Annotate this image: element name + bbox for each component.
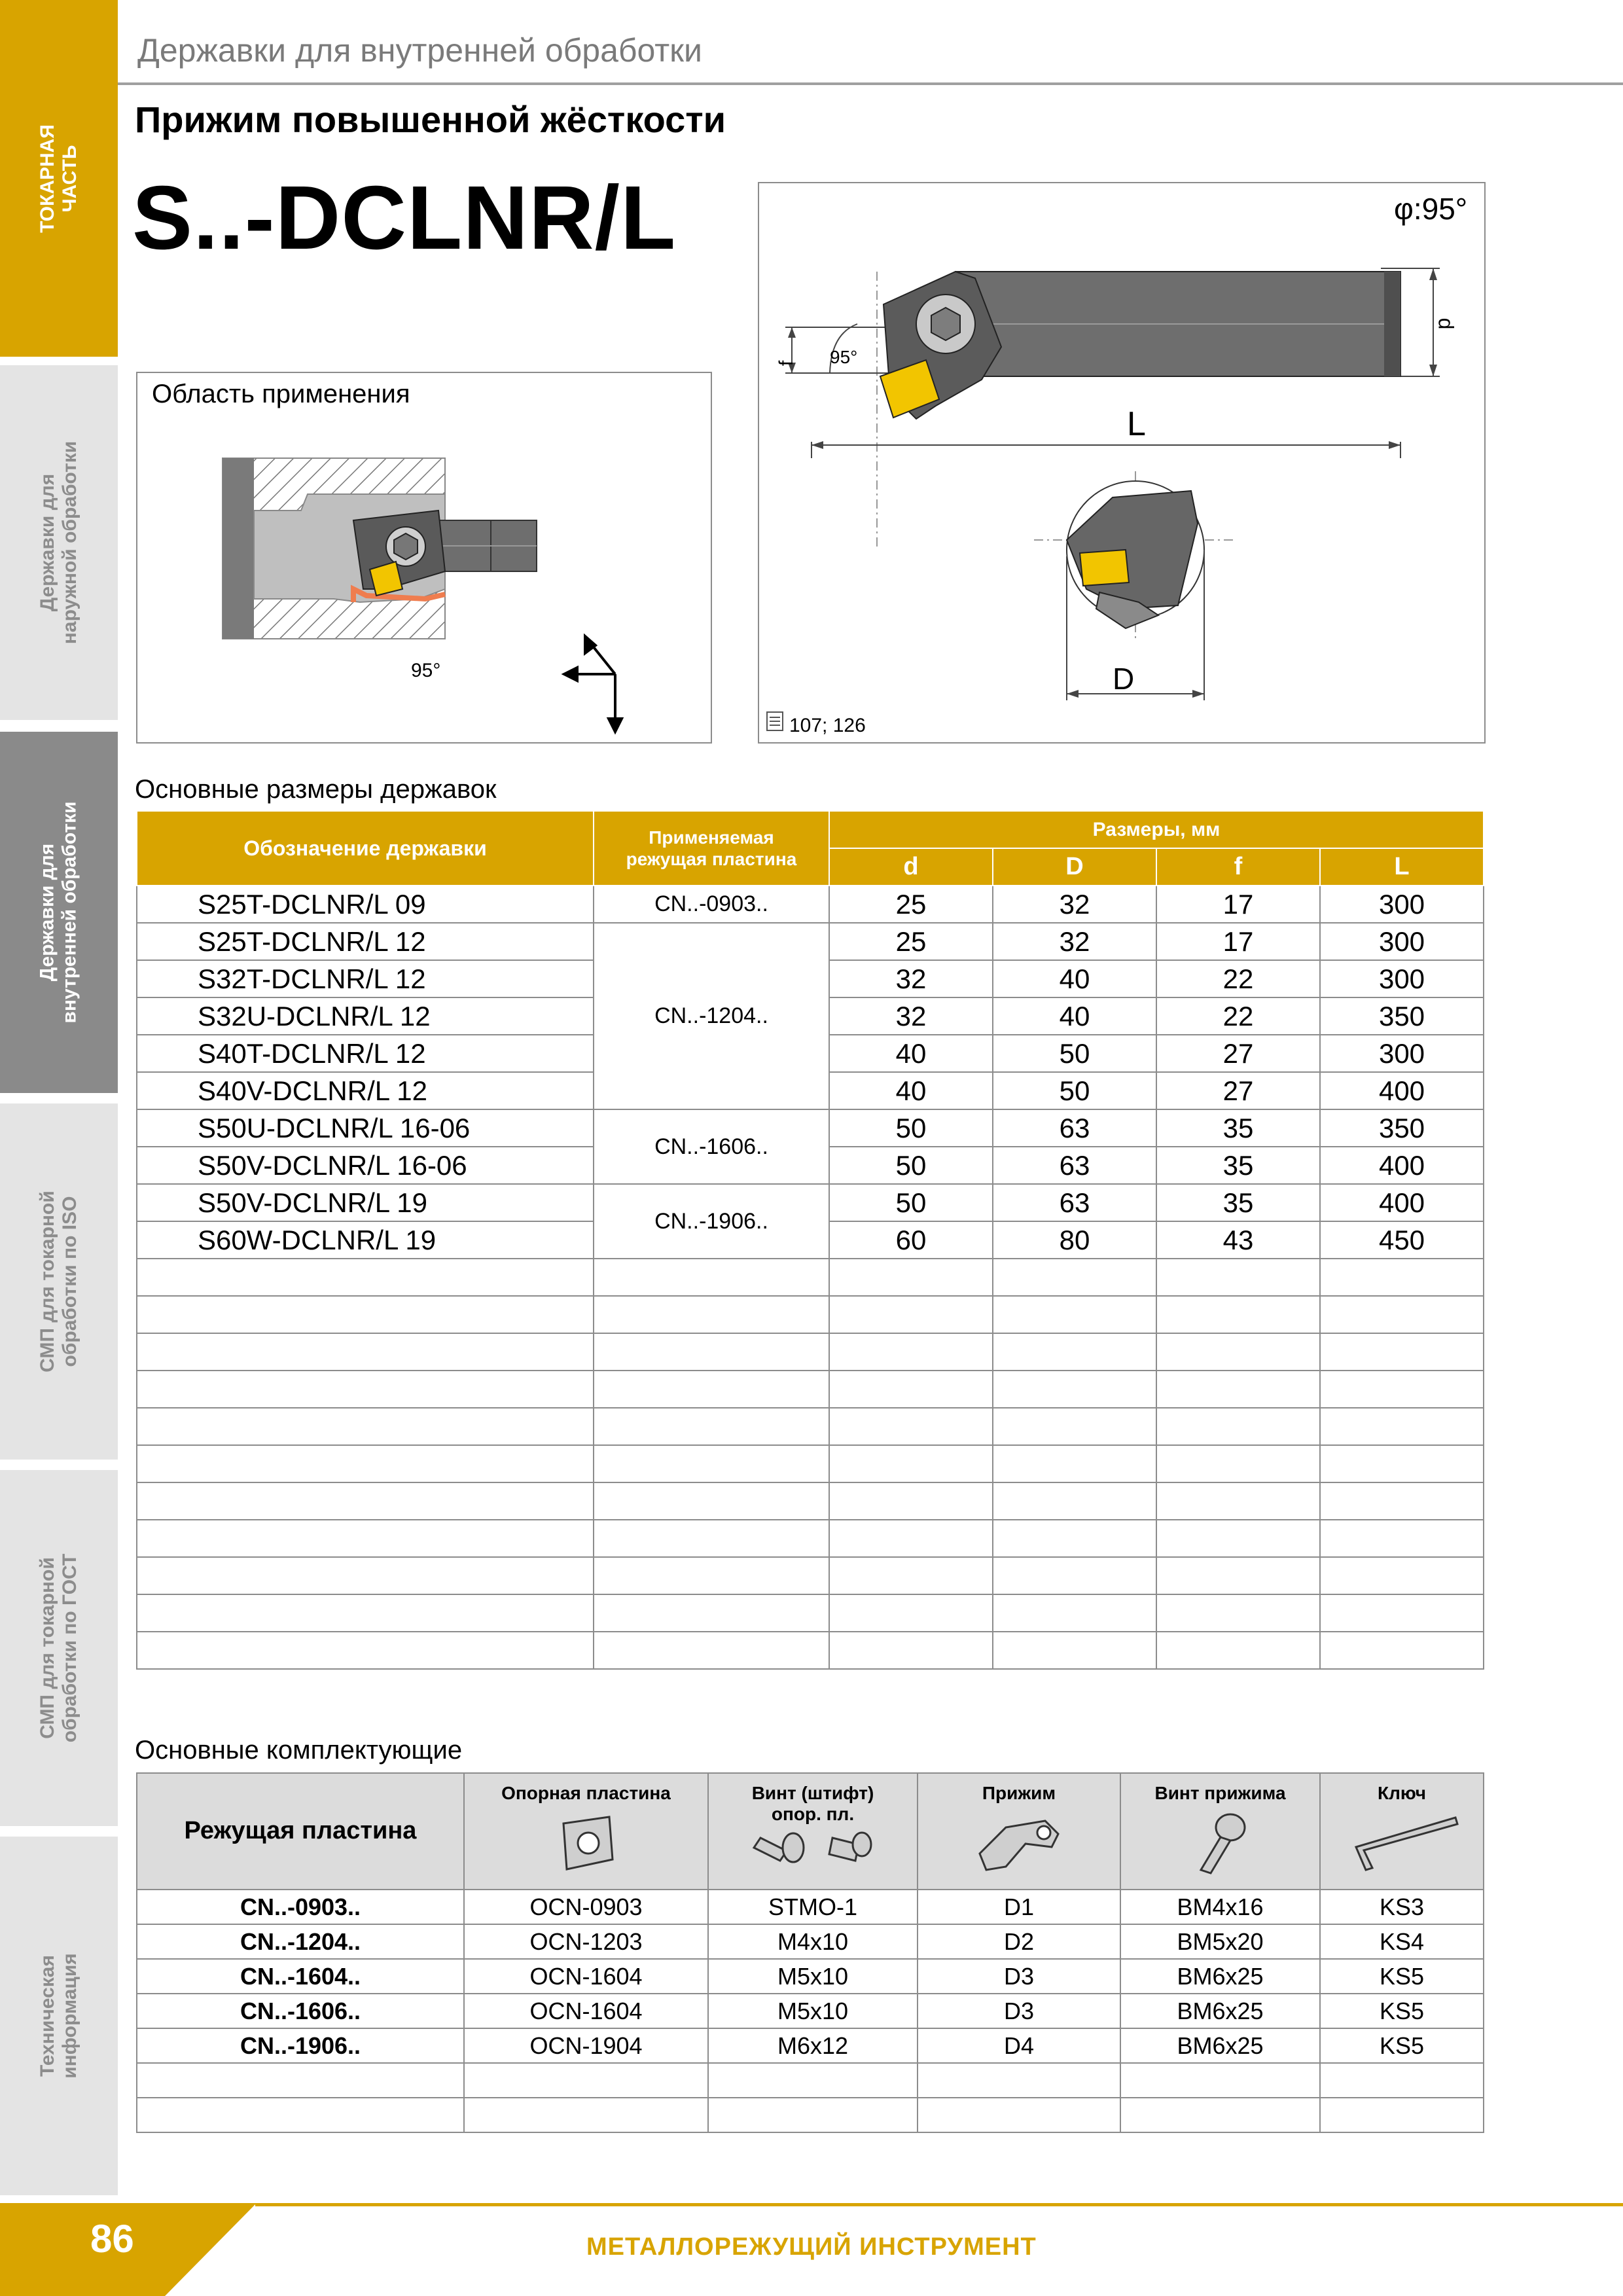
part-screw: STMO-1 (708, 1890, 918, 1924)
header-clamp-screw: Винт прижима (1120, 1773, 1320, 1890)
table-row (137, 1184, 1484, 1221)
header-key: Ключ (1320, 1773, 1484, 1890)
value-D: 80 (993, 1221, 1156, 1259)
value-D: 63 (993, 1147, 1156, 1184)
value-d: 50 (829, 1184, 993, 1221)
part-clamp: D3 (918, 1994, 1120, 2028)
angle-label: 95° (830, 347, 858, 367)
dim-D-label: D (1113, 662, 1135, 696)
table-row (137, 1994, 1484, 2028)
part-shim: OCN-1604 (464, 1994, 708, 2028)
dim-L-label: L (1127, 405, 1146, 443)
value-L: 400 (1320, 1147, 1484, 1184)
table-row (137, 1924, 1484, 1959)
value-L: 350 (1320, 997, 1484, 1035)
empty-row (137, 1408, 1484, 1445)
value-d: 50 (829, 1109, 993, 1147)
part-shim: OCN-1904 (464, 2028, 708, 2063)
page-title: S..-DCLNR/L (132, 168, 677, 268)
part-clamp: D4 (918, 2028, 1120, 2063)
value-d: 50 (829, 1147, 993, 1184)
empty-row (137, 1259, 1484, 1296)
clamp-screw-icon (1181, 1808, 1260, 1880)
header-shim-screw: Винт (штифт) опор. пл. (708, 1773, 918, 1890)
value-d: 25 (829, 923, 993, 960)
footer-divider (255, 2203, 1623, 2206)
value-L: 300 (1320, 960, 1484, 997)
value-D: 63 (993, 1109, 1156, 1147)
application-angle: 95° (411, 660, 441, 681)
part-insert: CN..-1606.. (137, 1994, 464, 2028)
holder-name: S40T-DCLNR/L 12 (137, 1035, 594, 1072)
part-screw: M5x10 (708, 1994, 918, 2028)
header-f: f (1156, 848, 1320, 886)
value-f: 27 (1156, 1072, 1320, 1109)
header-dimensions: Размеры, мм (829, 811, 1484, 848)
header-insert: Режущая пластина (137, 1773, 464, 1890)
part-screw: M4x10 (708, 1924, 918, 1959)
empty-row (137, 1482, 1484, 1520)
table-row (137, 1109, 1484, 1147)
header-divider (118, 82, 1623, 85)
footer-brand: МЕТАЛЛОРЕЖУЩИЙ ИНСТРУМЕНТ (586, 2233, 1037, 2261)
screw-icon (741, 1825, 885, 1877)
empty-row (137, 1594, 1484, 1632)
tool-drawing-box (758, 182, 1486, 744)
value-L: 400 (1320, 1072, 1484, 1109)
value-L: 300 (1320, 923, 1484, 960)
holder-name: S32U-DCLNR/L 12 (137, 997, 594, 1035)
table-row (137, 1890, 1484, 1924)
part-clamp-screw: BM6x25 (1120, 1959, 1320, 1994)
part-clamp-screw: BM4x16 (1120, 1890, 1320, 1924)
insert-group: CN..-0903.. (594, 886, 829, 923)
part-shim: OCN-1203 (464, 1924, 708, 1959)
empty-row (137, 1296, 1484, 1333)
part-clamp-screw: BM5x20 (1120, 1924, 1320, 1959)
empty-row (137, 1632, 1484, 1669)
value-f: 35 (1156, 1184, 1320, 1221)
part-insert: CN..-1204.. (137, 1924, 464, 1959)
clamp-icon (967, 1808, 1071, 1880)
value-L: 350 (1320, 1109, 1484, 1147)
part-clamp-screw: BM6x25 (1120, 1994, 1320, 2028)
parts-table (136, 1772, 1484, 2133)
application-area-box (136, 372, 712, 744)
empty-row (137, 1557, 1484, 1594)
part-insert: CN..-1604.. (137, 1959, 464, 1994)
part-key: KS5 (1320, 1959, 1484, 1994)
application-illustration (137, 373, 711, 742)
holder-name: S25T-DCLNR/L 12 (137, 923, 594, 960)
page-number: 86 (90, 2217, 134, 2261)
dim-d-label: d (1434, 317, 1458, 330)
part-shim: OCN-0903 (464, 1890, 708, 1924)
holder-name: S32T-DCLNR/L 12 (137, 960, 594, 997)
holder-name: S50V-DCLNR/L 19 (137, 1184, 594, 1221)
table-row (137, 2028, 1484, 2063)
value-d: 32 (829, 997, 993, 1035)
part-shim: OCN-1604 (464, 1959, 708, 1994)
value-f: 27 (1156, 1035, 1320, 1072)
holder-name: S40V-DCLNR/L 12 (137, 1072, 594, 1109)
dimensions-table (136, 810, 1484, 1670)
sidebar-tab-internal-holders[interactable]: Державки для внутренней обработки (0, 732, 118, 1093)
sidebar-tab-external-holders[interactable]: Державки для наружной обработки (0, 365, 118, 720)
value-L: 300 (1320, 1035, 1484, 1072)
value-d: 32 (829, 960, 993, 997)
value-f: 35 (1156, 1109, 1320, 1147)
page-subtitle: Прижим повышенной жёсткости (135, 99, 726, 140)
empty-row (137, 1445, 1484, 1482)
value-f: 22 (1156, 960, 1320, 997)
table-row (137, 1959, 1484, 1994)
insert-group: CN..-1204.. (594, 923, 829, 1109)
header-D: D (993, 848, 1156, 886)
part-insert: CN..-1906.. (137, 2028, 464, 2063)
value-f: 35 (1156, 1147, 1320, 1184)
sidebar-tab-inserts-gost[interactable]: СМП для токарной обработки по ГОСТ (0, 1470, 118, 1826)
phi-angle-label: φ:95° (1394, 192, 1468, 226)
value-f: 17 (1156, 886, 1320, 923)
header-shim: Опорная пластина (464, 1773, 708, 1890)
value-D: 50 (993, 1035, 1156, 1072)
value-d: 40 (829, 1072, 993, 1109)
empty-row (137, 2063, 1484, 2098)
main-table-heading: Основные размеры державок (135, 775, 497, 804)
empty-row (137, 2098, 1484, 2132)
empty-row (137, 1333, 1484, 1371)
part-insert: CN..-0903.. (137, 1890, 464, 1924)
empty-row (137, 1371, 1484, 1408)
value-L: 400 (1320, 1184, 1484, 1221)
parts-table-heading: Основные комплектующие (135, 1736, 463, 1765)
holder-name: S50V-DCLNR/L 16-06 (137, 1147, 594, 1184)
page-references: 107; 126 (789, 715, 866, 736)
part-screw: M6x12 (708, 2028, 918, 2063)
value-f: 17 (1156, 923, 1320, 960)
header-insert: Применяемая режущая пластина (594, 811, 829, 886)
holder-name: S25T-DCLNR/L 09 (137, 886, 594, 923)
value-D: 32 (993, 886, 1156, 923)
holder-name: S60W-DCLNR/L 19 (137, 1221, 594, 1259)
value-D: 40 (993, 960, 1156, 997)
tool-drawing (759, 183, 1484, 742)
part-key: KS4 (1320, 1924, 1484, 1959)
sidebar-tab-inserts-iso[interactable]: СМП для токарной обработки по ISO (0, 1103, 118, 1460)
part-key: KS5 (1320, 1994, 1484, 2028)
value-D: 50 (993, 1072, 1156, 1109)
table-row (137, 886, 1484, 923)
value-L: 300 (1320, 886, 1484, 923)
value-f: 22 (1156, 997, 1320, 1035)
value-D: 63 (993, 1184, 1156, 1221)
part-clamp: D1 (918, 1890, 1120, 1924)
key-icon (1336, 1808, 1467, 1880)
empty-row (137, 1520, 1484, 1557)
value-d: 60 (829, 1221, 993, 1259)
part-clamp-screw: BM6x25 (1120, 2028, 1320, 2063)
value-d: 25 (829, 886, 993, 923)
part-key: KS3 (1320, 1890, 1484, 1924)
application-heading: Область применения (152, 380, 410, 408)
sidebar-tab-technical-info[interactable]: Техническая информация (0, 1837, 118, 2195)
part-screw: M5x10 (708, 1959, 918, 1994)
header-designation: Обозначение державки (137, 811, 594, 886)
holder-name: S50U-DCLNR/L 16-06 (137, 1109, 594, 1147)
insert-group: CN..-1606.. (594, 1109, 829, 1184)
section-header: Державки для внутренней обработки (137, 32, 702, 69)
value-d: 40 (829, 1035, 993, 1072)
header-L: L (1320, 848, 1484, 886)
part-clamp: D2 (918, 1924, 1120, 1959)
header-clamp: Прижим (918, 1773, 1120, 1890)
sidebar-tab-turning[interactable]: ТОКАРНАЯ ЧАСТЬ (0, 0, 118, 357)
shim-icon (550, 1810, 622, 1876)
dim-f-label: f (776, 360, 798, 367)
table-row (137, 923, 1484, 960)
value-L: 450 (1320, 1221, 1484, 1259)
value-D: 32 (993, 923, 1156, 960)
insert-group: CN..-1906.. (594, 1184, 829, 1259)
header-d: d (829, 848, 993, 886)
value-D: 40 (993, 997, 1156, 1035)
value-f: 43 (1156, 1221, 1320, 1259)
part-clamp: D3 (918, 1959, 1120, 1994)
part-key: KS5 (1320, 2028, 1484, 2063)
